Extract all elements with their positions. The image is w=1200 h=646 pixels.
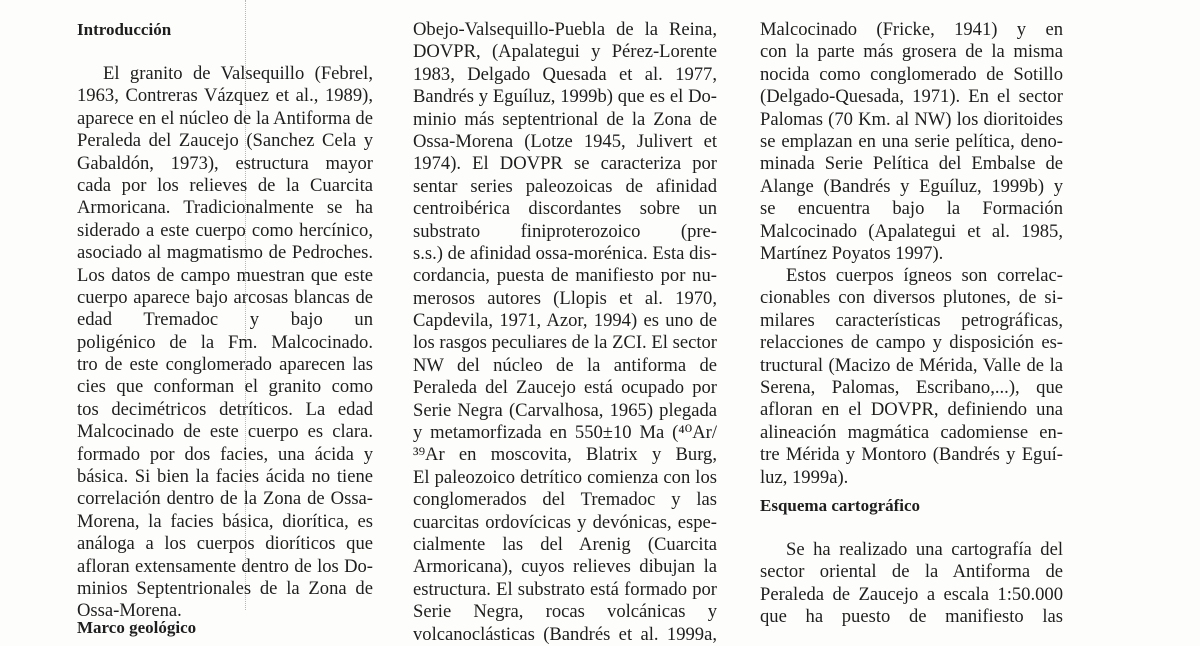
text-line: nocida como conglomerado de Sotillo [760, 63, 1063, 85]
text-line: Armoricana), cuyos relieves dibujan la [413, 556, 717, 578]
column3-paragraph3 [760, 539, 1063, 629]
text-line: poligénico de la Fm. Malcocinado. [77, 331, 373, 353]
text-line: Martínez Poyatos 1997). [760, 242, 944, 264]
text-line: se emplazan en una serie pelítica, deno- [760, 130, 1063, 152]
text-line: s.s.) de afinidad ossa-morénica. Esta dis- [413, 242, 717, 264]
column2-paragraph [413, 19, 717, 646]
text-line: asociado al magmatismo de Pedroches. [77, 242, 373, 264]
text-line: Bandrés y Eguíluz, 1999b) que es el Do- [413, 86, 717, 108]
text-line: Malcocinado de este cuerpo es clara. [77, 421, 373, 443]
text-line: los rasgos peculiares de la ZCI. El sector [413, 332, 717, 354]
text-line: se encuentra bajo la Formación [760, 198, 1063, 220]
text-line: substrato finiproterozoico (pre- [413, 220, 717, 242]
text-line: Ossa-Morena (Lotze 1945, Julivert et [413, 130, 717, 152]
text-line: conglomerados del Tremadoc y las [413, 489, 717, 511]
text-line: Se ha realizado una cartografía del [786, 539, 1063, 560]
text-line: NW del núcleo de la antiforma de [413, 354, 717, 376]
text-line: DOVPR, (Apalategui y Pérez-Lorente [413, 41, 717, 63]
text-line: cialmente las del Arenig (Cuarcita [413, 533, 717, 555]
text-line: relacciones de campo y disposición es- [760, 332, 1063, 354]
text-line: minada Serie Pelítica del Embalse de [760, 153, 1063, 175]
text-line: y metamorfizada en 550±10 Ma (⁴⁰Ar/ [413, 422, 717, 444]
text-line: Armoricana. Tradicionalmente se ha [77, 197, 373, 219]
text-line: milares características petrográficas, [760, 309, 1063, 331]
text-line: aparece en el núcleo de la Antiforma de [77, 107, 373, 129]
text-line: que ha puesto de manifiesto las [760, 606, 1063, 628]
column3-paragraph1 [760, 19, 1063, 265]
text-line: cordancia, puesta de manifiesto por nu- [413, 265, 717, 287]
text-line: El granito de Valsequillo (Febrel, [103, 63, 373, 84]
text-line: 1974). El DOVPR se caracteriza por [413, 153, 717, 175]
text-line: sentar series paleozoicas de afinidad [413, 175, 717, 197]
text-line: alineación magmática cadomiense en- [760, 421, 1063, 443]
text-line: 1983, Delgado Quesada et al. 1977, [413, 63, 717, 85]
text-line: cuerpo aparece bajo arcosas blancas de [77, 286, 373, 308]
text-line: Gabaldón, 1973), estructura mayor [77, 152, 373, 174]
text-line: básica. Si bien la facies ácida no tiene [77, 466, 373, 488]
text-line: luz, 1999a). [760, 466, 849, 488]
column3-paragraph2 [760, 265, 1063, 489]
text-line: cada por los relieves de la Cuarcita [77, 174, 373, 196]
text-line: minio más septentrional de la Zona de [413, 108, 717, 130]
text-line: Estos cuerpos ígneos son correlac- [786, 265, 1063, 286]
text-line: Alange (Bandrés y Eguíluz, 1999b) y [760, 175, 1063, 197]
text-line: cuarcitas ordovícicas y devónicas, espe- [413, 511, 717, 533]
text-line: minios Septentrionales de la Zona de [77, 577, 373, 599]
column1-paragraph [77, 63, 373, 623]
text-line: volcanoclásticas (Bandrés et al. 1999a, [413, 623, 717, 645]
section-heading-esquema-cartografico: Esquema cartográfico [760, 496, 921, 515]
text-line: tro de este conglomerado aparecen las [77, 354, 373, 376]
text-line: cionables con diversos plutones, de si- [760, 287, 1063, 309]
text-line: Palomas (70 Km. al NW) los dioritoides [760, 108, 1063, 130]
text-line: estructura. El substrato está formado por [413, 578, 717, 600]
text-line: Malcocinado (Fricke, 1941) y en [760, 19, 1063, 40]
text-line: con la parte más grosera de la misma [760, 41, 1063, 63]
text-line: Serena, Palomas, Escribano,...), que [760, 376, 1063, 398]
text-line: Capdevila, 1971, Azor, 1994) es uno de [413, 310, 717, 332]
text-line: formado por dos facies, una ácida y [77, 443, 373, 465]
text-line: centroibérica discordantes sobre un [413, 198, 717, 220]
text-line: cies que conforman el granito como [77, 376, 373, 398]
text-line: análoga a los cuerpos dioríticos que [77, 533, 373, 555]
text-line: Los datos de campo muestran que este [77, 264, 373, 286]
text-line: correlación dentro de la Zona de Ossa- [77, 488, 373, 510]
text-line: merosos autores (Llopis et al. 1970, [413, 287, 717, 309]
text-line: El paleozoico detrítico comienza con los [413, 466, 717, 488]
text-line: tructural (Macizo de Mérida, Valle de la [760, 354, 1063, 376]
section-heading-marco-geologico: Marco geológico [77, 618, 197, 637]
text-line: sector oriental de la Antiforma de [760, 561, 1063, 583]
text-line: ³⁹Ar en moscovita, Blatrix y Burg, [413, 444, 717, 466]
text-line: siderado a este cuerpo como hercínico, [77, 219, 373, 241]
text-line: edad Tremadoc y bajo un [77, 309, 373, 331]
text-line: Morena, la facies básica, diorítica, es [77, 510, 373, 532]
text-line: (Delgado-Quesada, 1971). En el sector [760, 86, 1063, 108]
text-line: Serie Negra, rocas volcánicas y [413, 601, 717, 623]
text-line: Peraleda del Zaucejo (Sanchez Cela y [77, 130, 373, 152]
text-line: tos decimétricos detríticos. La edad [77, 398, 373, 420]
text-line: Serie Negra (Carvalhosa, 1965) plegada [413, 399, 717, 421]
text-line: Ossa-Morena. [77, 600, 182, 622]
text-line: tre Mérida y Montoro (Bandrés y Eguí- [760, 444, 1063, 466]
text-line: Peraleda del Zaucejo está ocupado por [413, 377, 717, 399]
text-line: afloran en el DOVPR, definiendo una [760, 399, 1063, 421]
text-line: Obejo-Valsequillo-Puebla de la Reina, [413, 19, 717, 40]
text-line: afloran extensamente dentro de los Do- [77, 555, 373, 577]
text-line: Peraleda de Zaucejo a escala 1:50.000 [760, 583, 1063, 605]
text-line: Malcocinado (Apalategui et al. 1985, [760, 220, 1063, 242]
text-line: 1963, Contreras Vázquez et al., 1989), [77, 85, 373, 107]
section-heading-introduccion: Introducción [77, 20, 172, 39]
